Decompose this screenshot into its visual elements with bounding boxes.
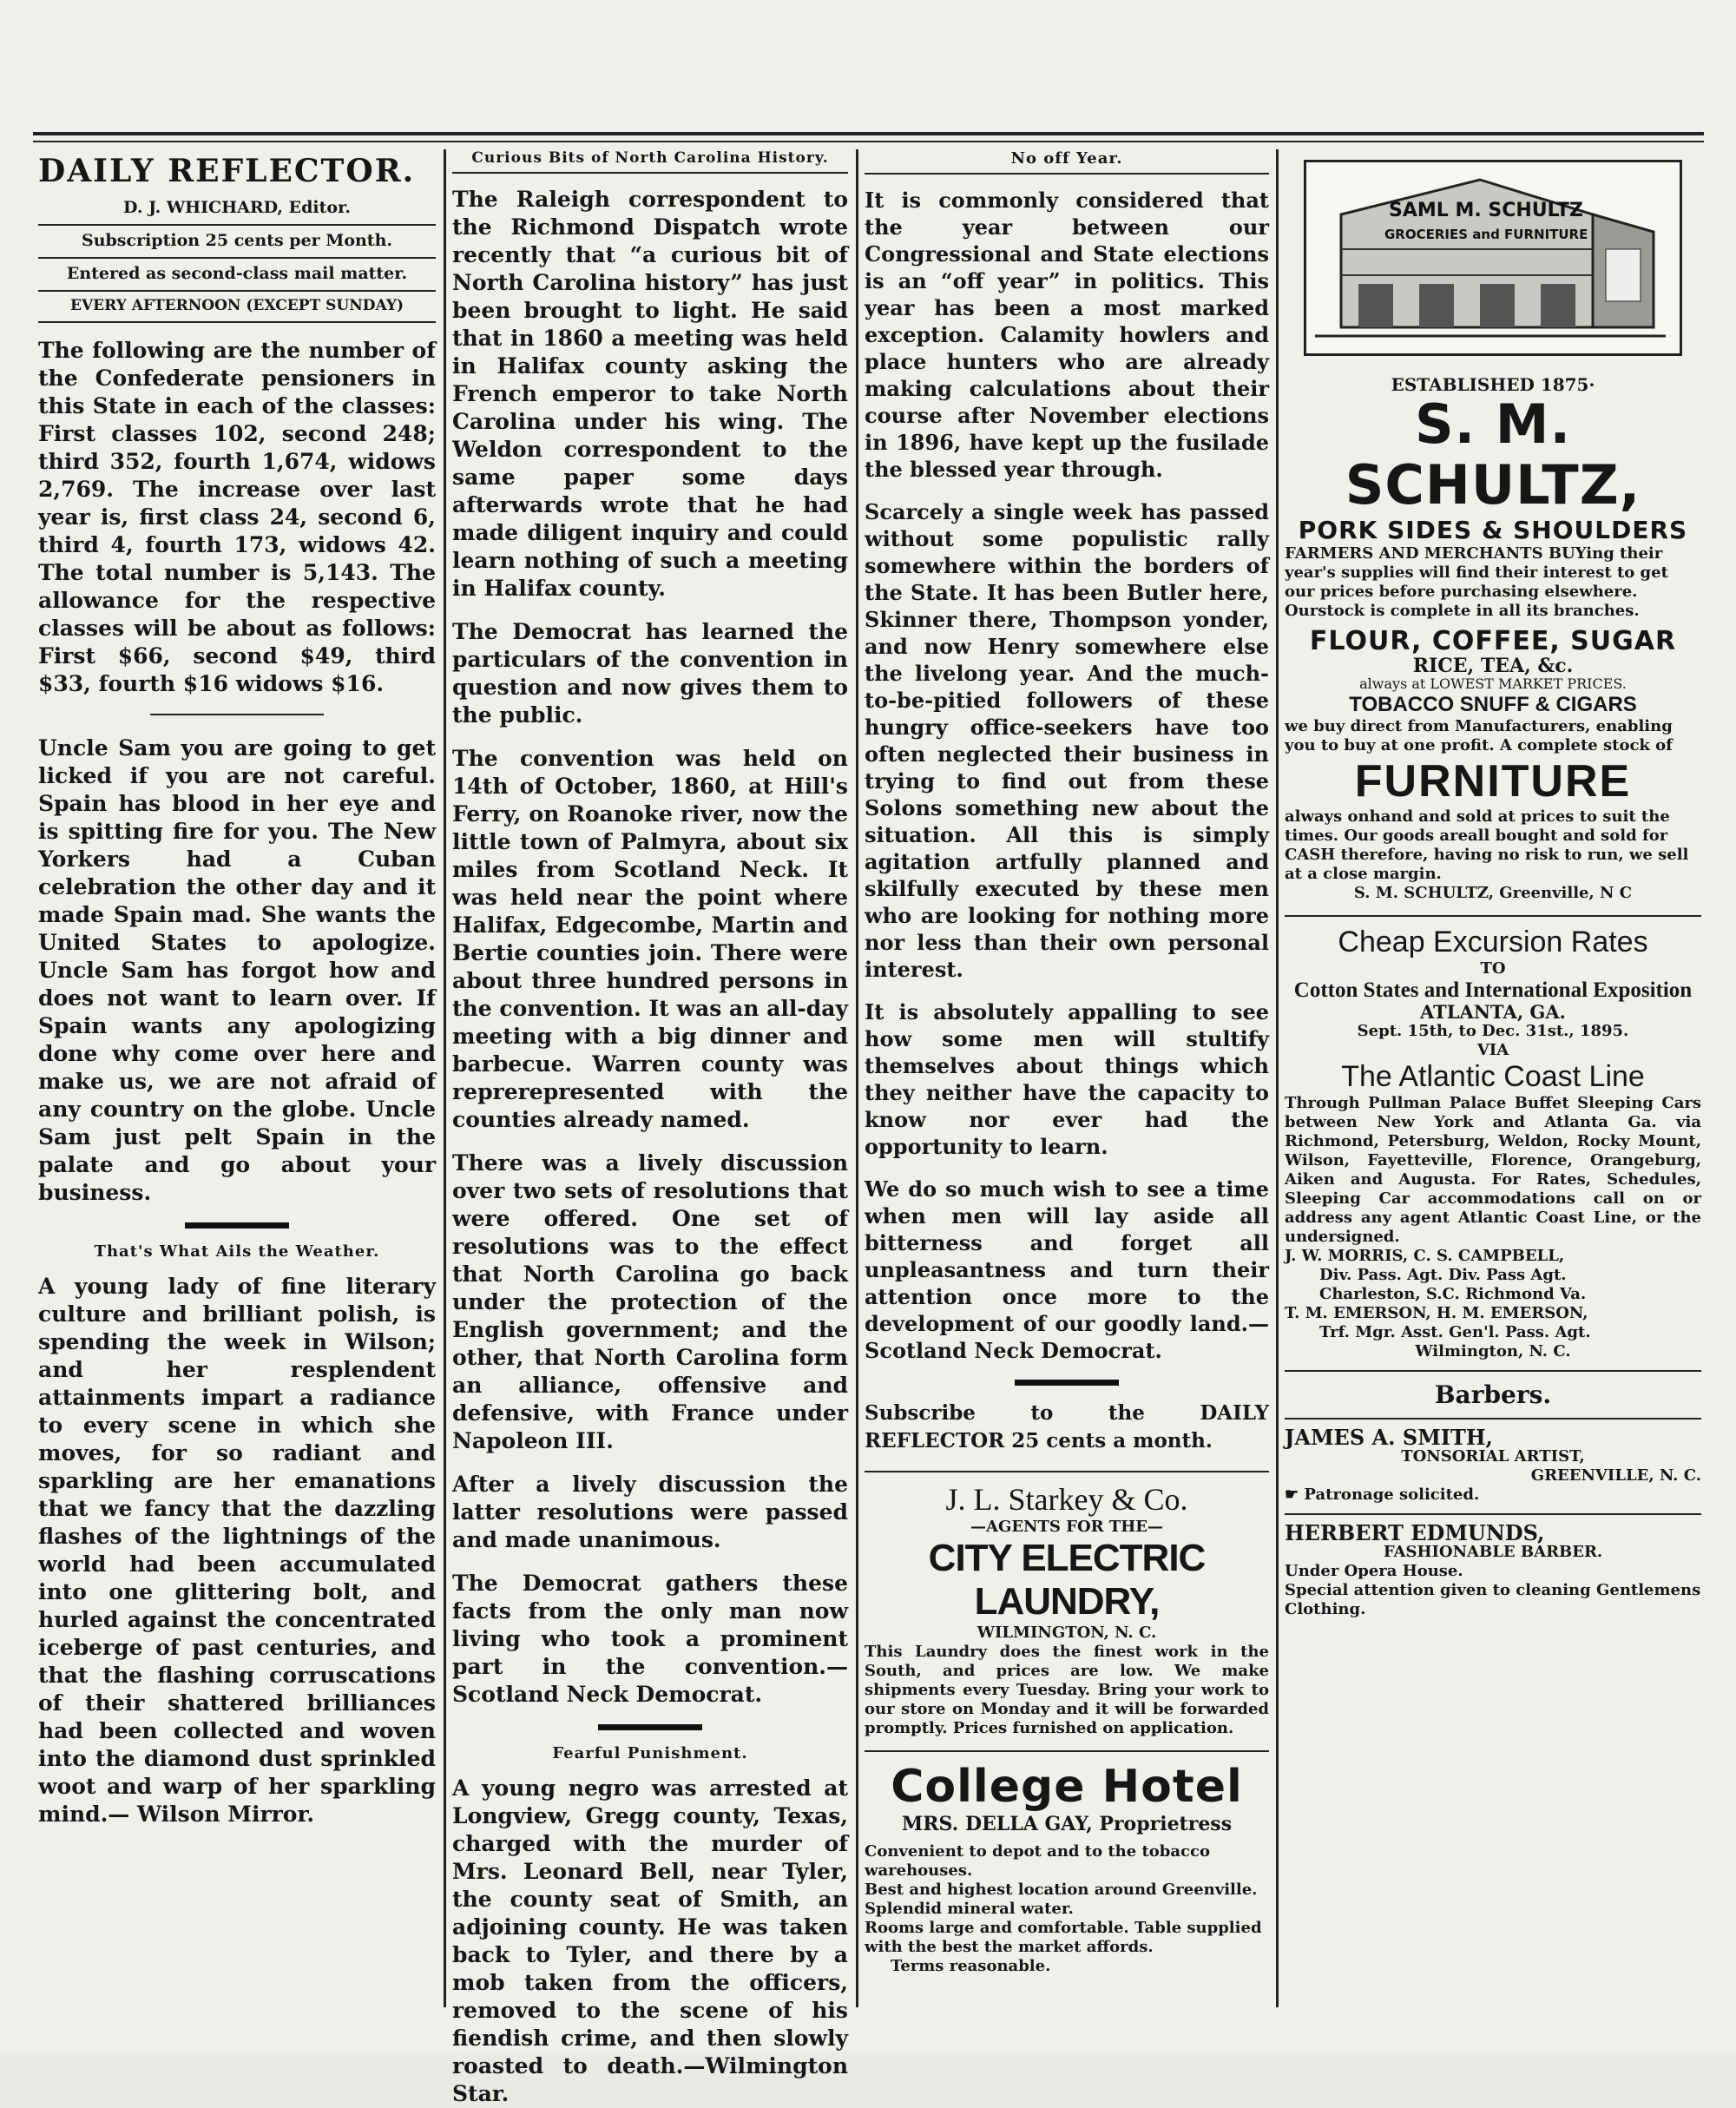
column-divider xyxy=(1276,149,1279,2007)
via-text: VIA xyxy=(1476,1041,1509,1059)
off-year-paragraph-3: It is absolutely appalling to see how some men will stultify themselves about things which they neither have the capacity to know nor ever had the opportunity to learn. xyxy=(865,999,1269,1159)
store-building-icon xyxy=(1306,162,1674,348)
top-rule-thin xyxy=(33,141,1704,142)
special-text: Special attention given to cleaning Gentlemens Clothing. xyxy=(1285,1581,1701,1618)
divider xyxy=(1285,1418,1701,1420)
exposition-name: Cotton States and International Exposition xyxy=(1293,978,1693,1002)
schultz-name: S. M. SCHULTZ, xyxy=(1345,392,1641,517)
off-year-heading: No off Year. xyxy=(865,149,1269,175)
divider xyxy=(865,1750,1269,1752)
agent-line-6: Wilmington, N. C. xyxy=(1415,1342,1571,1360)
agent-line-3: Charleston, S.C. Richmond Va. xyxy=(1319,1285,1587,1303)
divider xyxy=(1285,915,1701,917)
hotel-text-4: Terms reasonable. xyxy=(891,1957,1051,1975)
buy-text: we buy direct from Manufacturers, enabling you to buy at one profit. A complete stock of xyxy=(1285,717,1673,754)
masthead-title: DAILY REFLECTOR. xyxy=(38,153,416,189)
column-3 xyxy=(865,149,1269,2018)
uncle-sam-paragraph: Uncle Sam you are going to get licked if you are not careful. Spain has blood in her eye and is spitting fire for you. The New Yorkers had a Cuban celebration the other day and it made Spain mad. She wants the United States to apologize. Uncle Sam has forgot how and does not want to learn over. If Spain wants any apologizing done why come over here and make us, we are not afraid of any country on the globe. Uncle Sam just pelt Spain in the palate and go about your business. xyxy=(38,735,436,1205)
top-rule xyxy=(33,132,1704,135)
history-paragraph-3: The convention was held on 14th of October, 1860, at Hill's Ferry, on Roanoke river, now the little town of Palmyra, about six miles from Scotland Neck. It was held near the point where Halifax, Edgecombe, Martin and Bertie counties join. There were about three hundred persons in the convention. It was an all-day meeting with a big dinner and barbecue. Warren county was reprerepresented with the counties already named. xyxy=(452,746,848,1132)
dates-text: Sept. 15th, to Dec. 31st., 1895. xyxy=(1357,1022,1629,1040)
off-year-paragraph-4: We do so much wish to see a time when men will lay aside all bitterness and forget all unpleasantness and turn their attention once more to the development of our goodly land.—Scotland Neck Democrat. xyxy=(865,1176,1269,1363)
punishment-paragraph: A young negro was arrested at Longview, Gregg county, Texas, charged with the murder of Mrs. Leonard Bell, near Tyler, the county seat of Smith, an adjoining county. He was taken back to Tyler, and there by a mob taken from the officers, removed to the scene of his fiendish crime, and then slowly roasted to death.—Wilmington Star. xyxy=(452,1775,848,2106)
patronage-text xyxy=(1285,1485,1701,1505)
barbers-heading: Barbers. xyxy=(1434,1380,1552,1409)
fashionable-text: FASHIONABLE BARBER. xyxy=(1383,1543,1603,1561)
hotel-text-3: Rooms large and comfortable. Table supplied with the best the market affords. xyxy=(865,1919,1262,1956)
history-paragraph-4: There was a lively discussion over two sets of resolutions that were offered. One set of resolutions was to the effect that North Carolina go back under the protection of the English government; and the other, that North Carolina form an alliance, offensive and defensive, with France under Napoleon III. xyxy=(452,1150,848,1453)
furniture-heading: FURNITURE xyxy=(1354,756,1632,807)
divider xyxy=(1285,1513,1701,1515)
pensioners-paragraph: The following are the number of the Confederate pensioners in this State in each of the classes: First classes 102, second 248; third 352, fourth 1,674, widows 2,769. The increase over last year is, first class 24, second 6, third 4, fourth 173, widows 42. The total number is 5,143. The allowance for the respective classes will be about as follows: First $66, second $49, third $33, fourth $16 widows $16. xyxy=(38,338,436,696)
column-divider xyxy=(444,149,446,2007)
acl-heading: The Atlantic Coast Line xyxy=(1341,1060,1645,1093)
subscribe-notice: Subscribe to the DAILY REFLECTOR 25 cents a month. xyxy=(865,1401,1269,1453)
always-text: always onhand and sold at prices to suit the times. Our goods areall bought and sold for CASH therefore, having no risk to run, we sell at a close margin. xyxy=(1285,807,1689,883)
masthead-entered: Entered as second-class mail matter. xyxy=(38,264,436,292)
pork-text: PORK SIDES & SHOULDERS xyxy=(1298,516,1688,544)
hotel-text-2: Best and highest location around Greenville. Splendid mineral water. xyxy=(865,1881,1258,1918)
masthead-schedule: EVERY AFTERNOON (EXCEPT SUNDAY) xyxy=(38,297,436,323)
schultz-signature: S. M. SCHULTZ, Greenville, N C xyxy=(1353,884,1633,902)
smith-name: JAMES A. SMITH, xyxy=(1285,1425,1493,1450)
pointing-hand-icon: ☛ xyxy=(1285,1485,1299,1504)
column-4 xyxy=(1285,149,1701,2018)
divider xyxy=(1015,1380,1119,1386)
patronage-label: Patronage solicited. xyxy=(1304,1485,1480,1504)
divider xyxy=(150,714,324,715)
established-text: ESTABLISHED 1875· xyxy=(1391,374,1595,395)
laundry-ad xyxy=(865,1481,1269,1738)
edmunds-name: HERBERT EDMUNDS, xyxy=(1285,1520,1545,1545)
laundry-text: This Laundry does the finest work in the South, and prices are low. We make shipments every Tuesday. Bring your work to our store on Monday and it will be forwarded promptly. Prices furnished on application. xyxy=(865,1643,1269,1737)
divider xyxy=(865,1471,1269,1472)
farmers-text: FARMERS AND MERCHANTS BUYing their year's supplies will find their interest to get our prices before purchasing elsewhere. Ourstock is complete in all its branches. xyxy=(1285,544,1668,620)
punishment-heading: Fearful Punishment. xyxy=(552,1744,748,1762)
lowest-text: always at LOWEST MARKET PRICES. xyxy=(1359,675,1627,692)
agent-line-1: J. W. MORRIS, C. S. CAMPBELL, xyxy=(1285,1247,1565,1265)
history-paragraph-2: The Democrat has learned the particulars of the convention in question and now gives them to the public. xyxy=(452,619,848,728)
laundry-city: WILMINGTON, N. C. xyxy=(976,1624,1157,1642)
agent-line-2: Div. Pass. Agt. Div. Pass Agt. xyxy=(1319,1266,1567,1284)
column-2 xyxy=(452,149,848,2106)
excursion-to: TO xyxy=(1480,959,1506,978)
weather-paragraph: A young lady of fine literary culture and brilliant polish, is spending the week in Wilson; and her resplendent attainments impart a radiance to every scene in which she moves, for so radiant and sparkling are her emanations that we fancy that the dazzling flashes of the lightnings of the world had been accumulated into one glittering bolt, and hurled against the concentrated iceberge of past centuries, and that the flashing corruscations of their shattered brilliances had been collected and woven into the diamond dust sprinkled woot and warp of her sparkling mind.— Wilson Mirror. xyxy=(38,1274,436,1827)
hotel-owner: MRS. DELLA GAY, Proprietress xyxy=(901,1813,1233,1835)
agent-line-5: Trf. Mgr. Asst. Gen'l. Pass. Agt. xyxy=(1319,1323,1591,1341)
divider xyxy=(598,1724,702,1730)
opera-text: Under Opera House. xyxy=(1285,1562,1463,1580)
tonsorial-text: TONSORIAL ARTIST, xyxy=(1401,1447,1585,1466)
flour-text: FLOUR, COFFEE, SUGAR xyxy=(1309,626,1677,656)
store-illustration xyxy=(1304,160,1682,356)
off-year-paragraph-1: It is commonly considered that the year between our Congressional and State elections is an “off year” in politics. This year has been a most marked exception. Calamity howlers and place hunters who are already making calculations about their course after November elections in 1896, have kept up the fusilade the blessed year through. xyxy=(865,188,1269,482)
greenville-text: GREENVILLE, N. C. xyxy=(1530,1466,1701,1485)
laundry-agents: —AGENTS FOR THE— xyxy=(970,1518,1163,1536)
laundry-name: CITY ELECTRIC LAUNDRY, xyxy=(928,1537,1206,1623)
masthead-editor: D. J. WHICHARD, Editor. xyxy=(38,198,436,226)
history-heading: Curious Bits of North Carolina History. xyxy=(452,149,848,174)
laundry-firm: J. L. Starkey & Co. xyxy=(945,1482,1188,1517)
history-paragraph-5: After a lively discussion the latter resolutions were passed and made unanimous. xyxy=(452,1472,848,1552)
excursion-heading: Cheap Excursion Rates xyxy=(1338,926,1648,958)
tobacco-text: TOBACCO SNUFF & CIGARS xyxy=(1349,693,1637,716)
store-sign-2: GROCERIES and FURNITURE xyxy=(1384,227,1588,242)
weather-heading: That's What Ails the Weather. xyxy=(94,1242,380,1261)
column-1 xyxy=(38,149,436,2018)
masthead-subscription: Subscription 25 cents per Month. xyxy=(38,231,436,259)
agent-line-4: T. M. EMERSON, H. M. EMERSON, xyxy=(1285,1304,1588,1322)
off-year-paragraph-2: Scarcely a single week has passed without some populistic rally somewhere within the borders of the State. It has been Butler here, Skinner there, Thompson yonder, and now Henry somewhere else the livelong year. And the much-to-be-pitied followers of these hungry office-seekers have too often neglected their business in trying to find out from these Solons something new about the situation. All this is simply agitation artfully planned and skilfully executed by these men who are looking for nothing more nor less than their own personal interest. xyxy=(865,499,1269,982)
hotel-ad xyxy=(865,1761,1269,1976)
atlanta-text: ATLANTA, GA. xyxy=(1420,1001,1566,1023)
history-paragraph-6: The Democrat gathers these facts from the only man now living who took a prominent part in the convention.—Scotland Neck Democrat. xyxy=(452,1571,848,1707)
acl-text: Through Pullman Palace Buffet Sleeping Cars between New York and Atlanta Ga. via Richmond, Petersburg, Weldon, Rocky Mount, Wilson, Fayetteville, Florence, Orangeburg, Aiken and Augusta. For Rates, Schedules, Sleeping Car accommodations call on or address any agent Atlantic Coast Line, or the undersigned. xyxy=(1285,1094,1701,1246)
store-sign-1: SAML M. SCHULTZ xyxy=(1389,200,1583,221)
history-paragraph-1: The Raleigh correspondent to the Richmond Dispatch wrote recently that “a curious bit of North Carolina history” has just been brought to light. He said that in 1860 a meeting was held in Halifax county asking the French emperor to take North Carolina under his wing. The Weldon correspondent to the same paper some days afterwards wrote that he had made diligent inquiry and could learn nothing of such a meeting in Halifax county. xyxy=(452,187,848,601)
hotel-name: College Hotel xyxy=(891,1761,1243,1813)
rice-text: RICE, TEA, &c. xyxy=(1412,655,1574,677)
hotel-text-1: Convenient to depot and to the tobacco warehouses. xyxy=(865,1842,1210,1880)
column-divider xyxy=(856,149,858,2007)
divider xyxy=(185,1222,289,1229)
divider xyxy=(1285,1370,1701,1372)
